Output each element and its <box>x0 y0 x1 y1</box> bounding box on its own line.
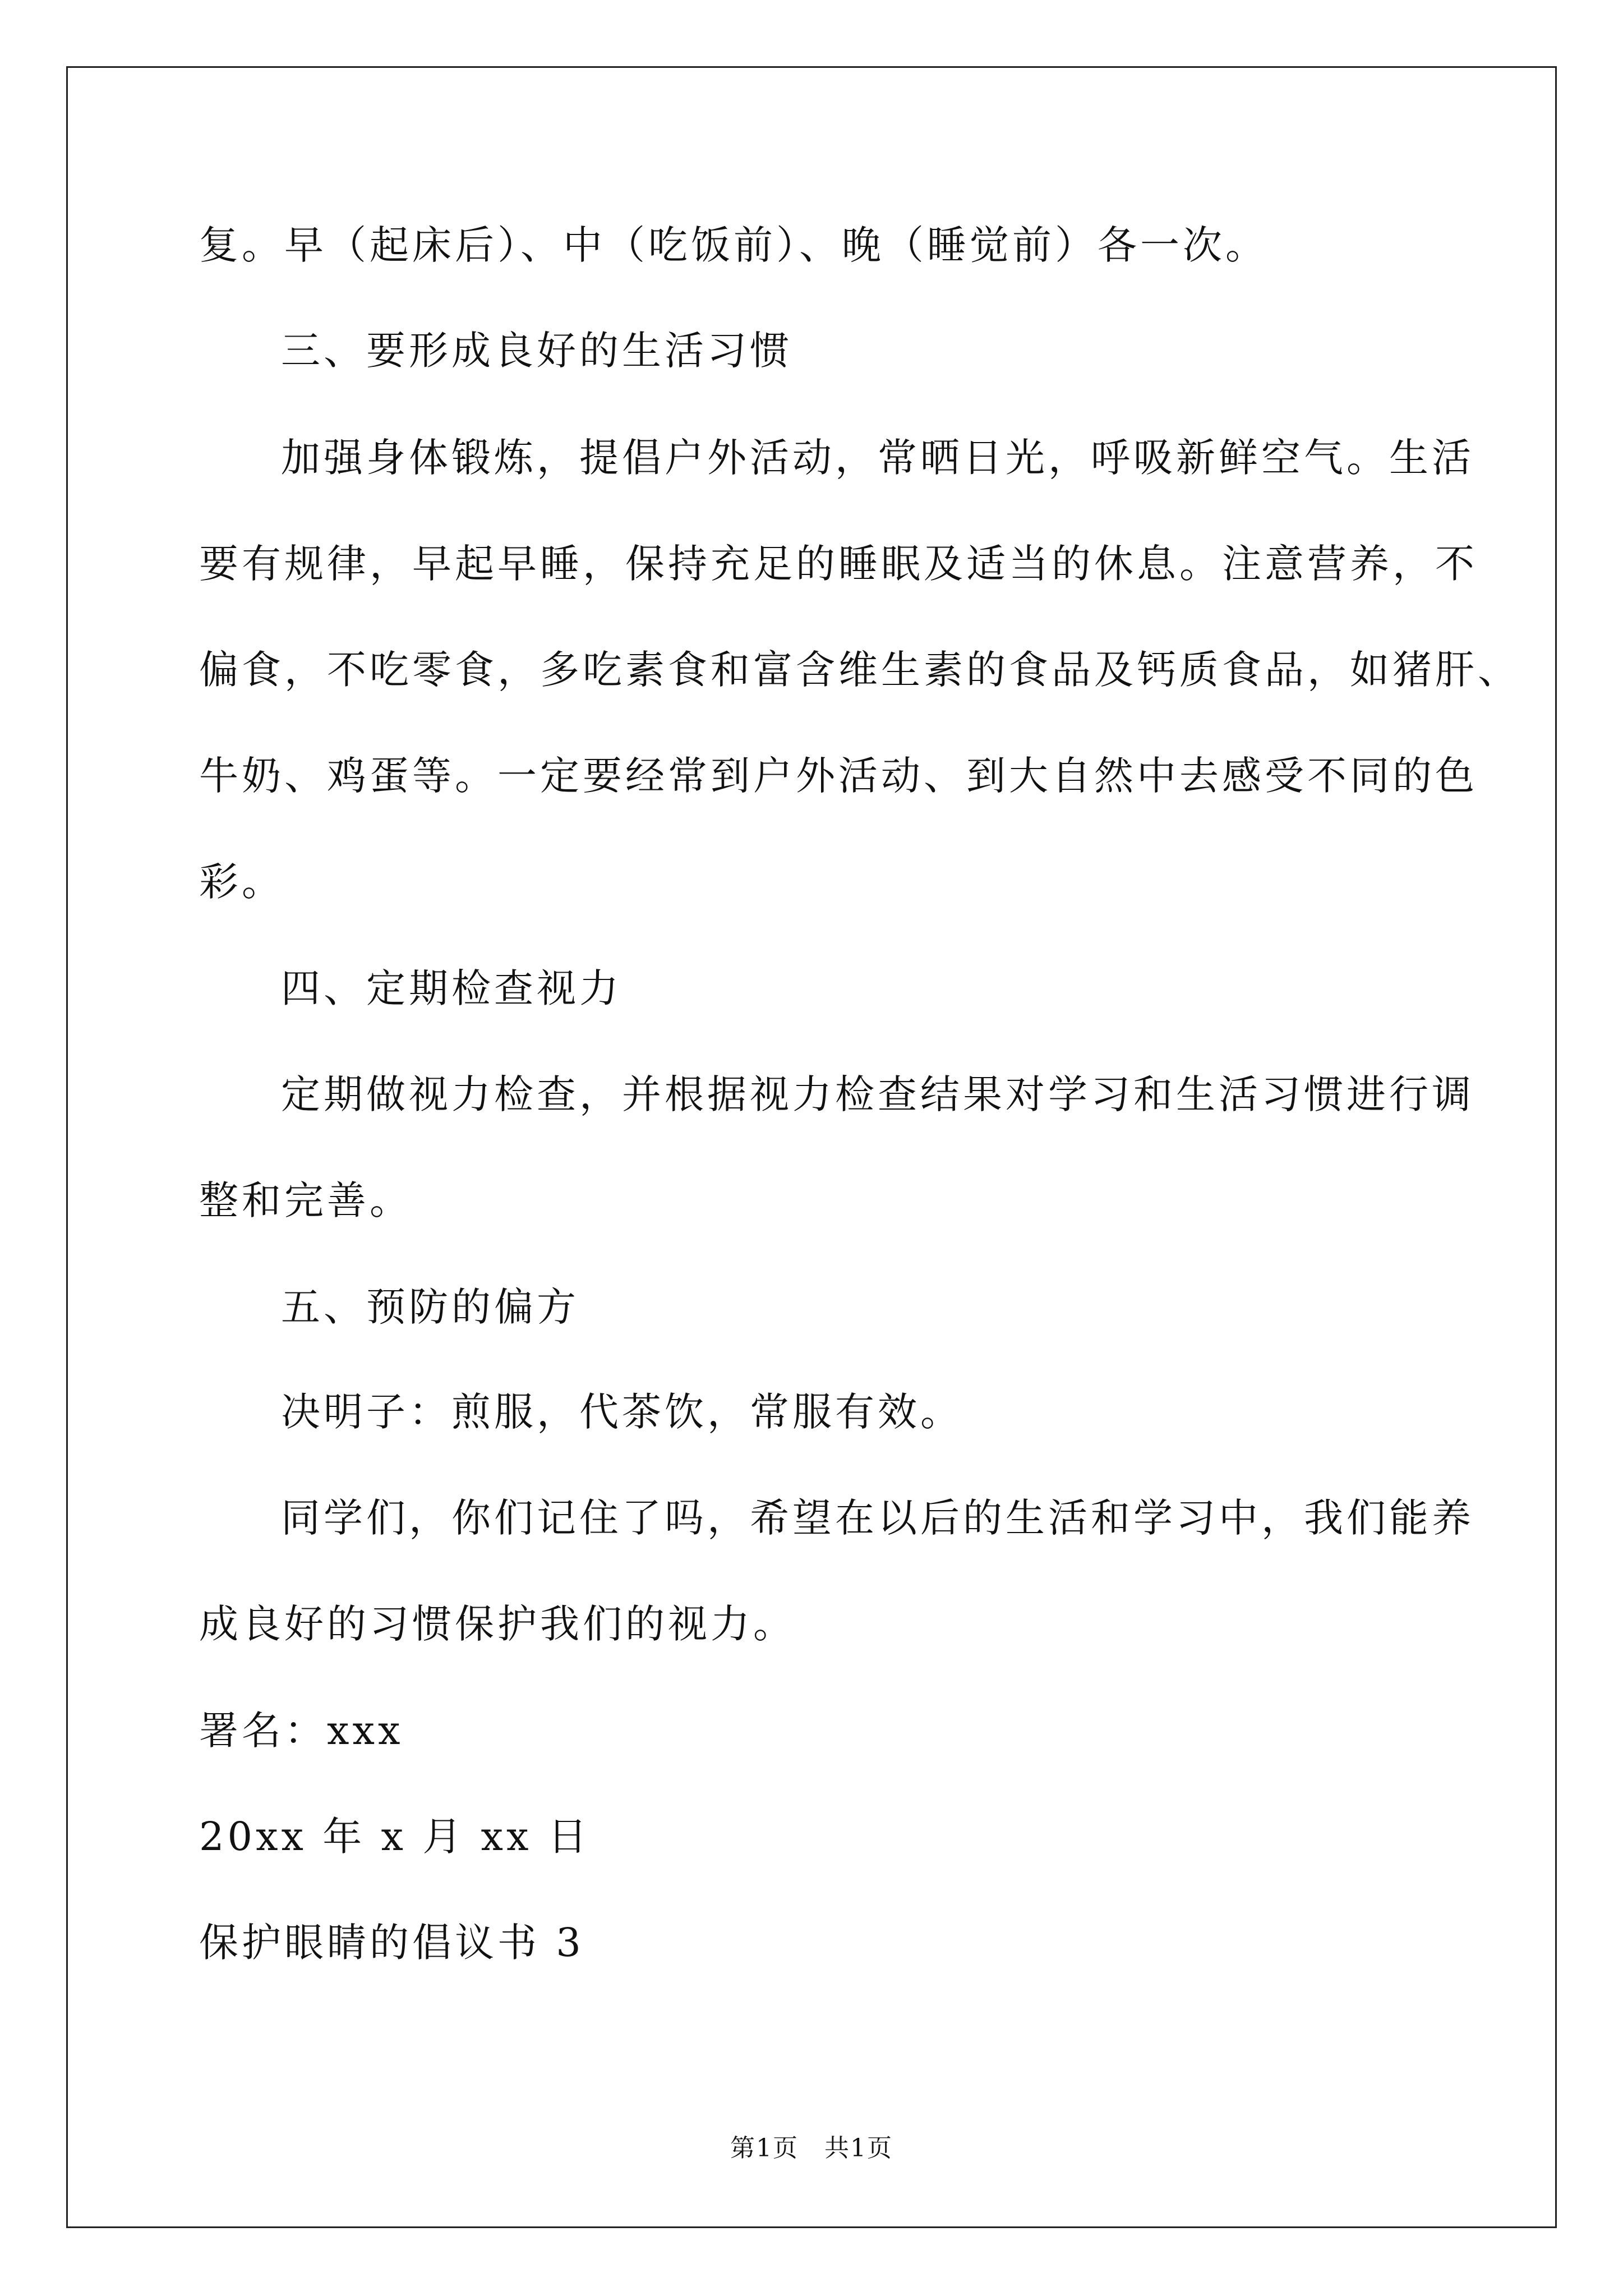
paragraph-line: 复。早（起床后）、中（吃饭前）、晚（睡觉前）各一次。 <box>199 222 1268 268</box>
paragraph-line: 偏食，不吃零食，多吃素食和富含维生素的食品及钙质食品，如猪肝、 <box>199 647 1520 693</box>
section-heading: 四、定期检查视力 <box>281 965 622 1011</box>
page-footer: 第1页 共1页 <box>730 2134 893 2162</box>
signature-line: 署名：xxx <box>199 1708 404 1754</box>
paragraph-line: 加强身体锻炼，提倡户外活动，常晒日光，呼吸新鲜空气。生活 <box>281 435 1474 481</box>
paragraph-line: 成良好的习惯保护我们的视力。 <box>199 1601 796 1647</box>
page-frame <box>66 66 1557 2228</box>
paragraph-line: 牛奶、鸡蛋等。一定要经常到户外活动、到大自然中去感受不同的色 <box>199 753 1478 799</box>
paragraph-line: 同学们，你们记住了吗，希望在以后的生活和学习中，我们能养 <box>281 1495 1474 1541</box>
paragraph-line: 整和完善。 <box>199 1177 412 1223</box>
paragraph-line: 要有规律，早起早睡，保持充足的睡眠及适当的休息。注意营养，不 <box>199 541 1478 587</box>
document-title: 保护眼睛的倡议书 3 <box>199 1920 584 1966</box>
paragraph-line: 彩。 <box>199 859 284 905</box>
section-heading: 三、要形成良好的生活习惯 <box>281 328 792 374</box>
date-line: 20xx 年 x 月 xx 日 <box>199 1814 591 1860</box>
paragraph-line: 定期做视力检查，并根据视力检查结果对学习和生活习惯进行调 <box>281 1071 1474 1117</box>
paragraph-line: 决明子：煎服，代茶饮，常服有效。 <box>281 1389 963 1435</box>
section-heading: 五、预防的偏方 <box>281 1284 579 1330</box>
